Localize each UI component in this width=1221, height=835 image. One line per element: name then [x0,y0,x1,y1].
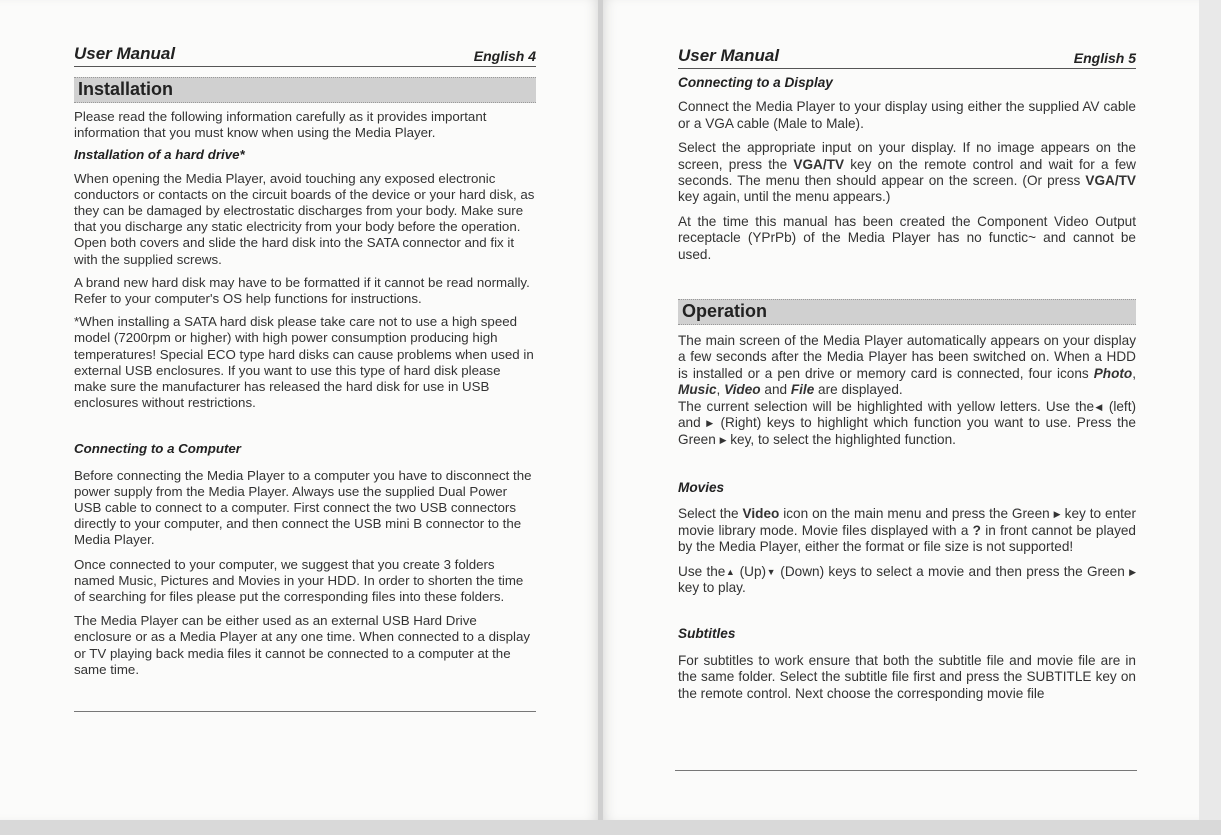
down-arrow-icon: ▼ [766,566,777,577]
header-page-number: English 4 [473,48,536,64]
hdd-paragraph-3: *When installing a SATA hard disk please take care not to use a high speed model (7200rpm or higher) with high power consumption producing high temperatures! Special ECO type hard disks can cause problems when used in external USB enclosures. If you want to use this type of hard disk please make sure the manufacturer has released the hard disk for use in USB enclosures without restrictions. [74,314,534,411]
icon-name-music: Music [678,382,717,398]
video-icon-label: Video [742,506,780,522]
header-title: User Manual [74,44,176,63]
text-run: The main screen of the Media Player automatically appears on your display a few seconds after the Media Player has been switched on. When a HDD is installed or a pen drive or memory card is connected, four icons [678,333,1136,381]
subtitles-paragraph-1: For subtitles to work ensure that both the subtitle file and movie file are in the same folder. Select the subtitle file first and press the SUBTITLE key on the remote control. Next choose the corresponding movie file [678,652,1136,701]
computer-paragraph-3: The Media Player can be either used as an external USB Hard Drive enclosure or as a Media Player at any one time. When connected to a display or TV playing back media files it cannot be connected to a computer at the same time. [74,613,531,677]
vgatv-key-label: VGA/TV [1085,173,1136,189]
page-header [678,46,1136,69]
page-header [74,44,536,67]
computer-paragraph-2: Once connected to your computer, we suggest that you create 3 folders named Music, Pictures and Movies in your HDD. In order to shorten the time of searching for files please put the corresponding files into these folders. [74,556,524,605]
section-title-installation: Installation [74,77,536,103]
header-title: User Manual [678,46,780,65]
footer-rule [675,770,1137,771]
display-heading: Connecting to a Display [678,75,833,90]
hdd-heading: Installation of a hard drive* [74,147,245,163]
right-arrow-icon: ▶ [719,434,727,445]
text-run: key on the remote control and wait for a few seconds. The menu then should appear on the screen. (Or press [678,156,1137,189]
vgatv-key-label: VGA/TV [793,156,845,172]
footer-rule [74,711,536,712]
display-paragraph-1: Connect the Media Player to your display using either the supplied AV cable or a VGA cable (Male to Male). [678,99,1136,131]
header-page-number: English 5 [1073,50,1136,66]
text-run: The current selection will be highlighted with yellow letters. Use the [678,398,1095,414]
text-run: Select the appropriate input on your display. If no image appears on the screen, press the [678,140,1136,172]
text-run: key again, until the menu appears.) [678,189,891,205]
intro-paragraph: Please read the following information carefully as it provides important information that you must know when using the Media Player. [74,109,487,141]
icon-name-file: File [790,382,815,398]
text-run: icon on the main menu and press the Green [779,506,1054,522]
icon-name-video: Video [724,382,761,398]
left-arrow-icon: ◀ [1094,401,1104,412]
computer-heading: Connecting to a Computer [74,441,241,457]
icon-name-photo: Photo [1093,365,1133,381]
text-run: are displayed. [814,382,903,398]
right-arrow-icon: ▶ [1129,566,1136,577]
display-paragraph-2 [678,140,1136,206]
subtitles-heading: Subtitles [678,626,736,642]
scan-bottom-edge [0,820,1221,835]
text-run: Use the [678,563,726,579]
text-run: key to play. [678,579,746,595]
right-arrow-icon: ▶ [706,418,715,429]
up-arrow-icon: ▲ [725,566,736,577]
hdd-paragraph-2: A brand new hard disk may have to be formatted if it cannot be read normally. Refer to your computer's OS help functions for instructions. [74,274,530,307]
text-run: (left) and [678,398,1137,431]
movies-paragraph-1 [678,506,1136,555]
operation-paragraph-1: The main screen of the Media Player automatically appears on your display a few seconds after the Media Player has been switched on. When a HDD is installed or a pen drive or memory card is connected, four icons Photo, Music, Video and File are displayed. [678,333,1136,398]
left-page [0,0,598,820]
question-mark-symbol: ? [972,522,981,538]
text-run: key, to select the highlighted function. [726,431,956,447]
hdd-paragraph-1: When opening the Media Player, avoid touching any exposed electronic conductors or contacts on the circuit boards of the device or your hard disk, as they can be damaged by electrostatic discharges from your body. Make sure that you discharge any static electricity from your body before the operation. Open both covers and slide the hard disk into the SATA connector and fix it with the supplied screws. [74,170,535,267]
movies-heading: Movies [678,479,725,495]
right-page [603,0,1199,820]
movies-paragraph-2 [678,564,1136,597]
text-run: (Down) keys to select a movie and then press the Green [776,563,1130,579]
text-run: (Up) [735,563,767,579]
text-run: key to enter movie library mode. Movie files displayed with a [678,506,1137,538]
computer-paragraph-1: Before connecting the Media Player to a computer you have to disconnect the power supply from the Media Player. Always use the supplied Dual Power USB cable to connect to a computer. First connect the two USB connectors directly to your computer, and then connect the USB mini B connector to the Media Player. [74,467,532,548]
text-run: Select the [678,506,743,522]
operation-paragraph-2 [678,399,1136,448]
text-run: in front cannot be played by the Media Player, either the format or file size is not supported! [678,522,1136,555]
text-run: (Right) keys to highlight which function you want to use. Press the Green [678,415,1136,447]
section-title-operation: Operation [678,299,1136,325]
display-paragraph-3: At the time this manual has been created the Component Video Output receptacle (YPrPb) of the Media Player has no functic~ and cannot be used. [678,213,1136,262]
right-arrow-icon: ▶ [1053,509,1061,520]
